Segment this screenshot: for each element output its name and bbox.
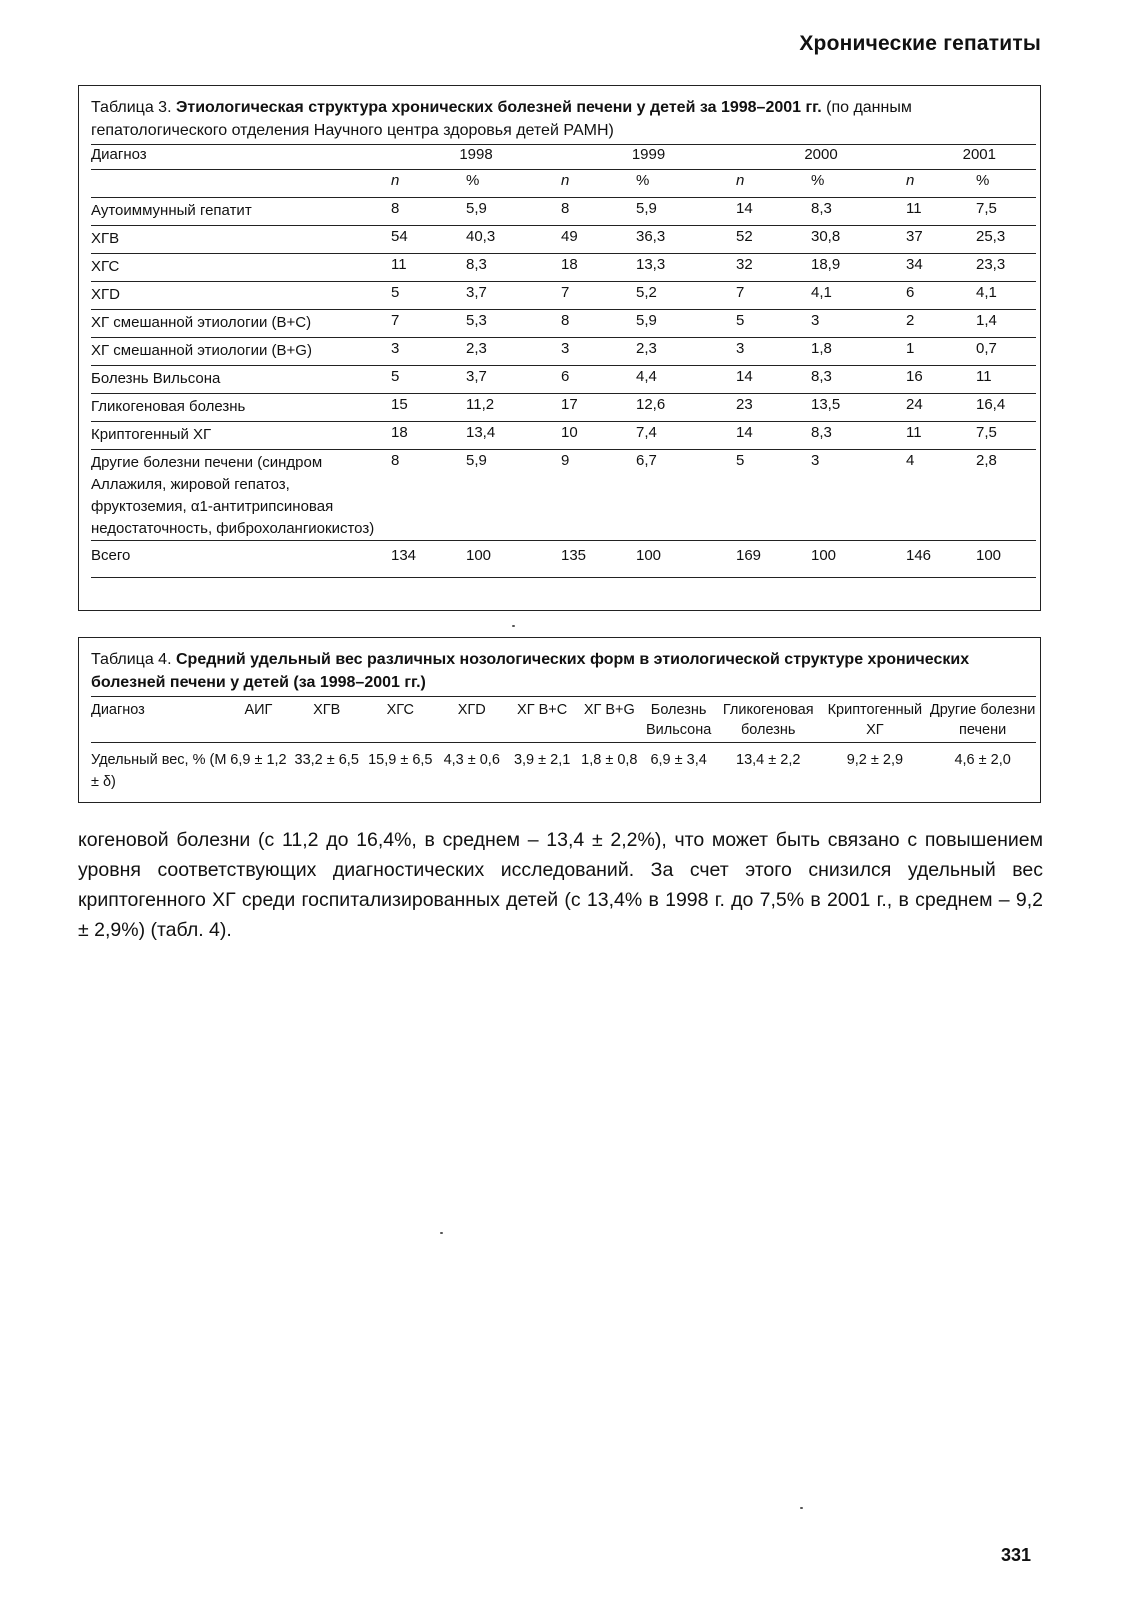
table-cell: 5,9	[636, 198, 736, 226]
table-cell: 7,5	[976, 198, 1036, 226]
table-cell: 6	[561, 366, 636, 394]
column-header: ХГD	[437, 697, 507, 743]
year-header: 2001	[906, 145, 1036, 170]
table-cell: 2,3	[636, 338, 736, 366]
table-cell: 33,2 ± 6,5	[294, 752, 359, 768]
table-cell: 8,3	[811, 198, 906, 226]
table-cell: 5	[391, 366, 466, 394]
column-header: Гликогеновая болезнь	[716, 697, 821, 743]
diagnosis-cell: Аутоиммунный гепатит	[91, 198, 391, 226]
table-cell: 11	[906, 198, 976, 226]
table-cell: 25,3	[976, 226, 1036, 254]
column-header: ХГС	[364, 697, 437, 743]
table-cell: 7	[736, 282, 811, 310]
table-cell: 49	[561, 226, 636, 254]
table-cell: 4,1	[811, 282, 906, 310]
table-cell: 134	[391, 541, 466, 578]
diagnosis-cell: ХГ смешанной этиологии (В+С)	[91, 310, 391, 338]
table-row	[91, 366, 1036, 394]
scan-speck	[440, 1232, 443, 1234]
table-cell: 100	[636, 541, 736, 578]
table-cell: 1,8	[811, 338, 906, 366]
table-cell: 6	[906, 282, 976, 310]
body-paragraph: когеновой болезни (с 11,2 до 16,4%, в среднем – 13,4 ± 2,2%), что может быть связано с повышением уровня соответствующих диагностических исследований. За счет этого снизился удельный вес криптогенного ХГ среди госпитализированных детей (с 13,4% в 1998 г. до 7,5% в 2001 г., в среднем – 9,2 ± 2,9%) (табл. 4).	[78, 829, 1043, 941]
table-cell: 9,2 ± 2,9	[846, 752, 904, 768]
table-cell: 30,8	[811, 226, 906, 254]
n-header: n	[561, 170, 636, 198]
table-cell: 23,3	[976, 254, 1036, 282]
year-header: 2000	[736, 145, 906, 170]
table-cell: 16	[906, 366, 976, 394]
table-4	[91, 696, 1036, 793]
table-4-box	[78, 637, 1041, 803]
table-cell: 8	[561, 198, 636, 226]
table-cell: 3,7	[466, 366, 561, 394]
table-cell: 5,2	[636, 282, 736, 310]
table-cell: 5,3	[466, 310, 561, 338]
table-cell: 11	[391, 254, 466, 282]
table-3-year-header	[91, 145, 1036, 170]
table-cell: 8	[391, 198, 466, 226]
table-cell: 18	[391, 422, 466, 450]
year-header: 1999	[561, 145, 736, 170]
table-4-label: Таблица 4.	[91, 651, 172, 668]
table-cell: 3	[811, 450, 906, 541]
table-cell: 5,9	[466, 450, 561, 541]
table-cell: 1	[906, 338, 976, 366]
table-cell: 2	[906, 310, 976, 338]
table-cell: 17	[561, 394, 636, 422]
table-cell: 3,7	[466, 282, 561, 310]
table-cell: 34	[906, 254, 976, 282]
table-cell: 9	[561, 450, 636, 541]
table-cell: 5	[736, 310, 811, 338]
n-header: n	[906, 170, 976, 198]
table-4-caption	[79, 638, 1040, 694]
table-cell: 6,9 ± 3,4	[650, 752, 707, 768]
pct-header: %	[636, 170, 736, 198]
table-cell: 5,9	[466, 198, 561, 226]
table-cell: 0,7	[976, 338, 1036, 366]
table-cell: 14	[736, 422, 811, 450]
table-cell: 14	[736, 366, 811, 394]
table-cell: 11	[976, 366, 1036, 394]
table-cell: 12,6	[636, 394, 736, 422]
table-cell: 5,9	[636, 310, 736, 338]
row-label: Удельный вес, % (M ± δ)	[91, 752, 227, 790]
table-cell: 15,9 ± 6,5	[368, 752, 433, 768]
col-diagnosis-header: Диагноз	[91, 145, 391, 170]
table-cell: 5	[391, 282, 466, 310]
table-cell: 15	[391, 394, 466, 422]
diagnosis-cell: Гликогеновая болезнь	[91, 394, 391, 422]
table-cell: 3	[561, 338, 636, 366]
table-cell: 1,8 ± 0,8	[581, 752, 638, 768]
n-header: n	[736, 170, 811, 198]
table-cell: 8	[561, 310, 636, 338]
table-cell: 11,2	[466, 394, 561, 422]
table-cell: 37	[906, 226, 976, 254]
pct-header: %	[811, 170, 906, 198]
page-number: 331	[1000, 1545, 1031, 1565]
table-cell: 10	[561, 422, 636, 450]
column-header: Другие болезни печени	[929, 697, 1036, 743]
table-cell: 169	[736, 541, 811, 578]
table-cell: 7,5	[976, 422, 1036, 450]
column-header: АИГ	[228, 697, 290, 743]
table-3-title: Этиологическая структура хронических болезней печени у детей за 1998–2001 гг.	[175, 99, 822, 116]
table-3-sub-header	[91, 170, 1036, 198]
table-row	[91, 338, 1036, 366]
column-header: ХГВ	[289, 697, 364, 743]
total-label: Всего	[91, 541, 391, 578]
table-cell: 3	[811, 310, 906, 338]
table-cell: 14	[736, 198, 811, 226]
n-header: n	[391, 170, 466, 198]
table-cell: 100	[811, 541, 906, 578]
table-cell: 6,7	[636, 450, 736, 541]
table-cell: 36,3	[636, 226, 736, 254]
table-3	[91, 144, 1036, 578]
column-header: Диагноз	[91, 697, 228, 743]
table-cell: 18	[561, 254, 636, 282]
diagnosis-cell: ХГВ	[91, 226, 391, 254]
table-cell: 8,3	[466, 254, 561, 282]
table-3-label: Таблица 3.	[91, 99, 172, 116]
table-cell: 24	[906, 394, 976, 422]
year-header: 1998	[391, 145, 561, 170]
table-cell: 4,6 ± 2,0	[954, 752, 1011, 768]
pct-header: %	[466, 170, 561, 198]
column-header: Криптогенный ХГ	[820, 697, 929, 743]
table-cell: 18,9	[811, 254, 906, 282]
table-cell: 40,3	[466, 226, 561, 254]
diagnosis-cell: Болезнь Вильсона	[91, 366, 391, 394]
table-cell: 5	[736, 450, 811, 541]
table-row	[91, 254, 1036, 282]
table-cell: 6,9 ± 1,2	[230, 752, 287, 768]
table-cell: 16,4	[976, 394, 1036, 422]
table-cell: 8,3	[811, 422, 906, 450]
table-cell: 8,3	[811, 366, 906, 394]
table-cell: 2,3	[466, 338, 561, 366]
column-header: ХГ В+G	[577, 697, 641, 743]
table-cell: 135	[561, 541, 636, 578]
table-cell: 1,4	[976, 310, 1036, 338]
table-3-box	[78, 85, 1041, 611]
table-cell: 2,8	[976, 450, 1036, 541]
table-cell: 13,3	[636, 254, 736, 282]
table-cell: 146	[906, 541, 976, 578]
table-cell: 13,4	[466, 422, 561, 450]
table-cell: 3	[736, 338, 811, 366]
scan-speck	[512, 625, 515, 627]
table-row	[91, 282, 1036, 310]
table-cell: 54	[391, 226, 466, 254]
table-cell: 23	[736, 394, 811, 422]
table-cell: 13,5	[811, 394, 906, 422]
table-4-header-row	[91, 697, 1036, 743]
table-3-caption	[79, 86, 1040, 142]
column-header: Болезнь Вильсона	[641, 697, 716, 743]
table-cell: 3,9 ± 2,1	[513, 752, 571, 768]
table-cell: 52	[736, 226, 811, 254]
table-row	[91, 226, 1036, 254]
table-cell: 7	[391, 310, 466, 338]
running-header: Хронические гепатиты	[799, 32, 1041, 55]
table-row	[91, 450, 1036, 541]
table-4-title: Средний удельный вес различных нозологических форм в этиологической структуре хронических болезней печени у детей (за 1998–2001 гг.)	[91, 651, 970, 691]
diagnosis-cell: Криптогенный ХГ	[91, 422, 391, 450]
diagnosis-cell: ХГD	[91, 282, 391, 310]
diagnosis-cell: Другие болезни печени (синдром Аллажиля, жировой гепатоз, фруктоземия, α1-антитрипсиновая недостаточность, фиброхолангиокистоз)	[91, 450, 391, 541]
table-3-source: (по данным гепатологического отделения Научного центра здоровья детей РАМН)	[91, 99, 912, 139]
diagnosis-cell: ХГС	[91, 254, 391, 282]
table-cell: 11	[906, 422, 976, 450]
table-cell: 13,4 ± 2,2	[736, 752, 801, 768]
table-4-values-row	[91, 743, 1036, 794]
table-cell: 4,3 ± 0,6	[443, 752, 500, 768]
column-header: ХГ В+С	[507, 697, 577, 743]
pct-header: %	[976, 170, 1036, 198]
table-cell: 7	[561, 282, 636, 310]
table-cell: 4	[906, 450, 976, 541]
table-cell: 4,4	[636, 366, 736, 394]
table-cell: 7,4	[636, 422, 736, 450]
table-3-total-row	[91, 541, 1036, 578]
scan-speck	[800, 1507, 803, 1509]
table-row	[91, 394, 1036, 422]
table-cell: 32	[736, 254, 811, 282]
table-cell: 4,1	[976, 282, 1036, 310]
table-cell: 8	[391, 450, 466, 541]
diagnosis-cell: ХГ смешанной этиологии (В+G)	[91, 338, 391, 366]
table-row	[91, 310, 1036, 338]
table-cell: 3	[391, 338, 466, 366]
table-row	[91, 198, 1036, 226]
table-cell: 100	[466, 541, 561, 578]
table-cell: 100	[976, 541, 1036, 578]
table-row	[91, 422, 1036, 450]
